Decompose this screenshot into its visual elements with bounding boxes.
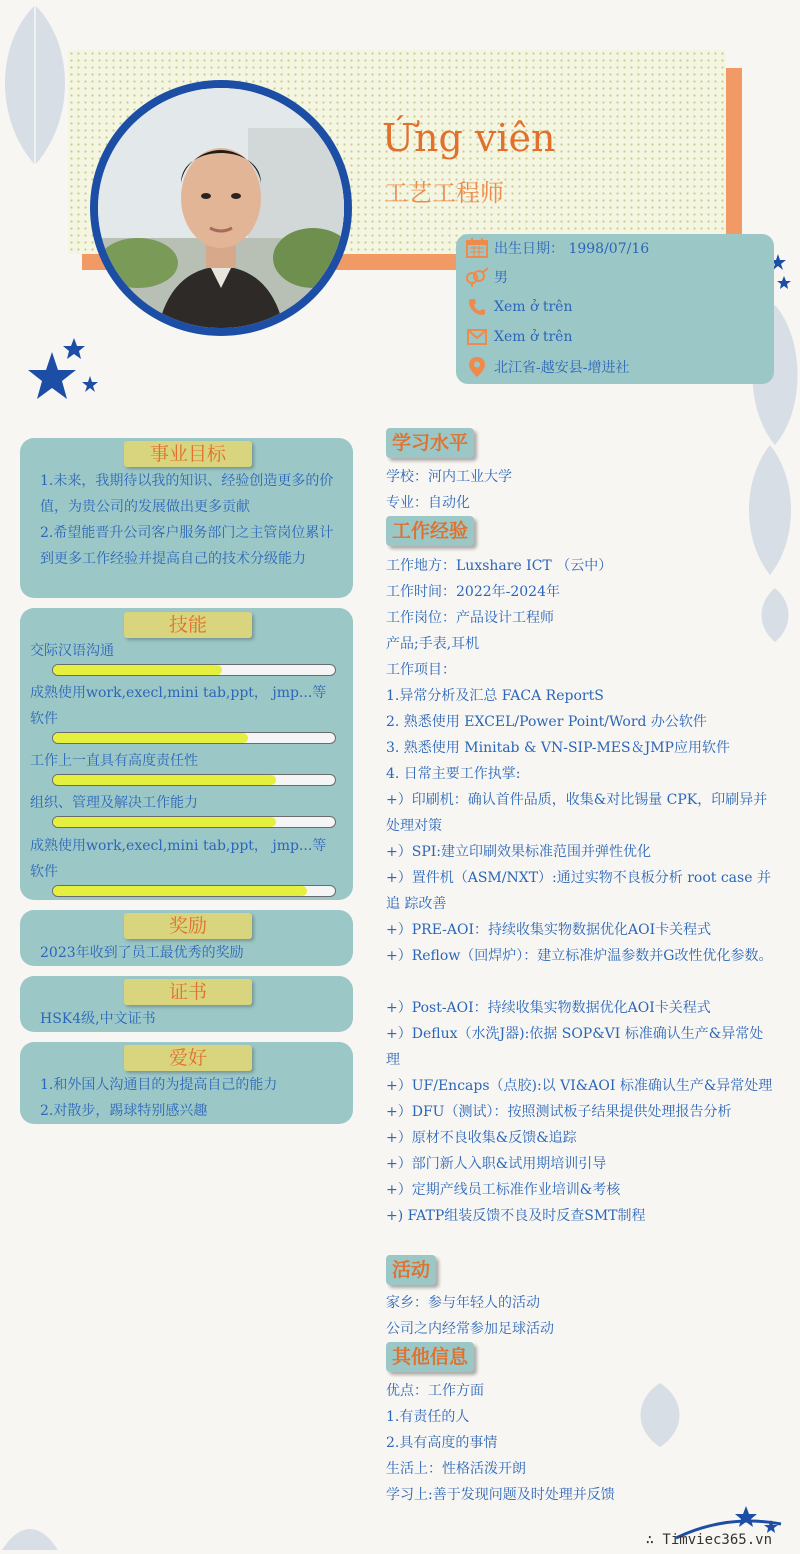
- phone-icon: [464, 298, 490, 316]
- skill-label: 交际汉语沟通: [30, 643, 114, 659]
- skill-bar: [52, 885, 336, 897]
- contact-text: 出生日期： 1998/07/16: [494, 241, 650, 257]
- gender-icon: [464, 267, 490, 287]
- experience-line: 3. 熟悉使用 Minitab & VN-SIP-MES＆JMP应用软件: [386, 740, 730, 756]
- skill-label: 成熟使用work,execl,mini tab,ppt， jmp...等软件: [30, 685, 327, 727]
- contact-text: Xem ở trên: [494, 299, 573, 315]
- skill-label: 组织、管理及解决工作能力: [30, 795, 198, 811]
- contact-birthdate: [464, 235, 649, 261]
- experience-line: 产品;手表,耳机: [386, 636, 480, 652]
- certificates-text: HSK4级,中文证书: [40, 1011, 156, 1027]
- calendar-icon: [464, 238, 490, 258]
- other-info-line: 优点：工作方面: [386, 1383, 484, 1399]
- contact-gender: [464, 264, 508, 290]
- skill-bar: [52, 664, 336, 676]
- candidate-name: Ứng viên: [382, 116, 556, 160]
- other-info-line: 2.具有高度的事情: [386, 1435, 498, 1451]
- awards-section: [20, 910, 353, 966]
- duty-item: +）置件机（ASM/NXT）:通过实物不良板分析 root case 并追 踪改善: [386, 870, 771, 912]
- duty-item: +）Reflow（回焊炉）：建立标准炉温参数并G改性优化参数。: [386, 948, 773, 964]
- duty-item: +）定期产线员工标准作业培训&考核: [386, 1182, 621, 1198]
- leaf-decoration: [0, 1520, 60, 1554]
- other-info-line: 1.有责任的人: [386, 1409, 470, 1425]
- career-goal-text: 2.希望能晋升公司客户服务部门之主管岗位累计到更多工作经验并提高自己的技术分级能力: [40, 525, 334, 567]
- experience-line: 4. 日常主要工作执掌:: [386, 766, 521, 782]
- contact-text: 北江省-越安县-增进社: [494, 360, 630, 376]
- duty-item: +）部门新人入职&试用期培训引导: [386, 1156, 607, 1172]
- experience-line: 工作岗位：产品设计工程师: [386, 610, 554, 626]
- experience-line: 工作时间：2022年-2024年: [386, 584, 560, 600]
- duty-item: +）UF/Encaps（点胶):以 VI&AOI 标准确认生产&异常处理: [386, 1078, 773, 1094]
- section-title: 学习水平: [386, 428, 474, 458]
- skills-section: [20, 608, 353, 900]
- skill-label: 工作上一直具有高度责任性: [30, 753, 198, 769]
- career-goal-text: 1.未来，我期待以我的知识、经验创造更多的价值，为贵公司的发展做出更多贡献: [40, 473, 334, 515]
- section-title: 活动: [386, 1255, 436, 1285]
- duty-item: +) FATP组装反馈不良及时反查SMT制程: [386, 1208, 646, 1224]
- contact-text: Xem ở trên: [494, 329, 573, 345]
- duty-item: +）DFU（测试）：按照测试板子结果提供处理报告分析: [386, 1104, 732, 1120]
- star-decoration: [26, 336, 106, 412]
- avatar: [90, 80, 352, 336]
- duty-item: +）PRE-AOI：持续收集实物数据优化AOI卡关程式: [386, 922, 712, 938]
- profile-photo: [98, 88, 344, 328]
- job-title: 工艺工程师: [384, 179, 504, 207]
- skill-bar-fill: [53, 886, 307, 896]
- duty-item: +）Deflux（水洗J器):依据 SOP&VI 标准确认生产&异常处理: [386, 1026, 764, 1068]
- duty-item: +）Post-AOI：持续收集实物数据优化AOI卡关程式: [386, 1000, 711, 1016]
- hobby-line: 1.和外国人沟通目的为提高自己的能力: [40, 1077, 278, 1093]
- other-info-line: 学习上:善于发现问题及时处理并反馈: [386, 1487, 615, 1503]
- education-line: 学校：河内工业大学: [386, 469, 512, 485]
- skill-bar-fill: [53, 817, 276, 827]
- skill-bar: [52, 816, 336, 828]
- experience-line: 工作地方：Luxshare ICT （云中）: [386, 558, 613, 574]
- awards-text: 2023年收到了员工最优秀的奖励: [40, 945, 244, 961]
- hobby-line: 2.对散步，踢球特别感兴趣: [40, 1103, 208, 1119]
- duty-item: +）SPI:建立印刷效果标准范围并弹性优化: [386, 844, 651, 860]
- section-title: 工作经验: [386, 516, 474, 546]
- section-title: 其他信息: [386, 1342, 474, 1372]
- skill-bar-fill: [53, 665, 222, 675]
- certificates-section: [20, 976, 353, 1032]
- section-title: 技能: [124, 612, 252, 638]
- experience-line: 工作项目：: [386, 662, 456, 678]
- contact-phone: [464, 294, 572, 320]
- contact-box: [456, 234, 774, 384]
- skill-bar: [52, 774, 336, 786]
- hobbies-section: [20, 1042, 353, 1124]
- duty-item: +）印刷机：确认首件品质，收集&对比锡量 CPK，印刷异并处理对策: [386, 792, 768, 834]
- skill-label: 成熟使用work,execl,mini tab,ppt， jmp...等软件: [30, 838, 327, 880]
- contact-email: [464, 324, 572, 350]
- experience-line: 2. 熟悉使用 EXCEL/Power Point/Word 办公软件: [386, 714, 707, 730]
- section-title: 奖励: [124, 913, 252, 939]
- other-info-line: 生活上：性格活泼开朗: [386, 1461, 526, 1477]
- skill-bar-fill: [53, 733, 248, 743]
- skill-bar-fill: [53, 775, 276, 785]
- section-title: 事业目标: [124, 441, 252, 467]
- contact-address: [464, 354, 629, 380]
- career-goal-section: [20, 438, 353, 598]
- skill-bar: [52, 732, 336, 744]
- location-pin-icon: [464, 357, 490, 377]
- education-line: 专业：自动化: [386, 495, 470, 511]
- activity-line: 公司之内经常参加足球活动: [386, 1321, 554, 1337]
- section-title: 证书: [124, 979, 252, 1005]
- contact-text: 男: [494, 270, 508, 286]
- experience-line: 1.异常分析及汇总 FACA ReportS: [386, 688, 604, 704]
- duty-item: +）原材不良收集&反馈&追踪: [386, 1130, 577, 1146]
- footer-watermark: ∴ Timviec365.vn: [645, 1532, 772, 1548]
- section-title: 爱好: [124, 1045, 252, 1071]
- email-icon: [464, 328, 490, 346]
- activity-line: 家乡：参与年轻人的活动: [386, 1295, 540, 1311]
